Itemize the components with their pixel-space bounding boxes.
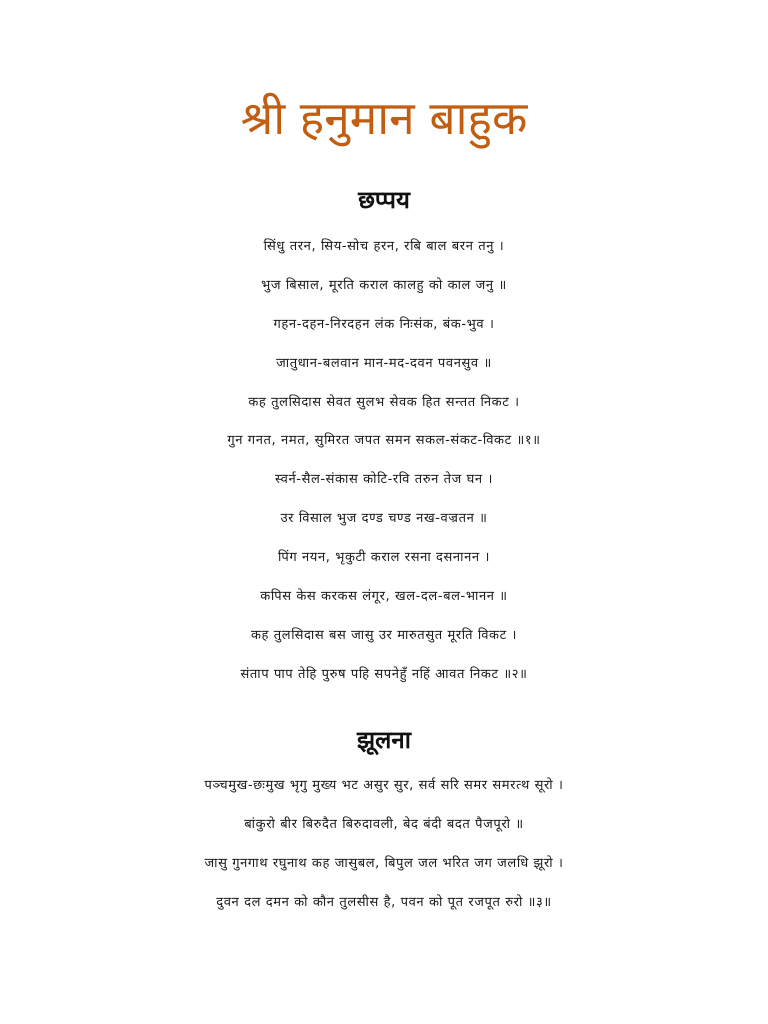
verse-line: जातुधान-बलवान मान-मद-दवन पवनसुव ॥ [276, 355, 492, 371]
verse-line: दुवन दल दमन को कौन तुलसीस है, पवन को पूत रजपूत रुरो ॥३॥ [216, 894, 552, 910]
verse-line: संताप पाप तेहि पुरुष पहि सपनेहुँ नहिं आवत निकट ॥२॥ [240, 666, 528, 682]
verse-line: गुन गनत, नमत, सुमिरत जपत समन सकल-संकट-विकट ॥१॥ [227, 433, 541, 449]
verse-line: कपिस केस करकस लंगूर, खल-दल-बल-भानन ॥ [260, 589, 508, 605]
verse-block-jhoolna [0, 767, 768, 923]
verse-block-chhappay [0, 228, 768, 695]
verse-line: उर विसाल भुज दण्ड चण्ड नख-वज्रतन ॥ [280, 511, 488, 527]
verse-line: कह तुलसिदास सेवत सुलभ सेवक हित सन्तत निकट । [248, 394, 520, 410]
page-title: श्री हनुमान बाहुक [240, 91, 528, 145]
verse-line: बांकुरो बीर बिरुदैत बिरुदावली, बेद बंदी बदत पैजपूरो ॥ [244, 816, 524, 832]
verse-line: गहन-दहन-निरदहन लंक निःसंक, बंक-भुव । [273, 316, 495, 332]
verse-line: पञ्चमुख-छःमुख भृगु मुख्य भट असुर सुर, सर्व सरि समर समरत्थ सूरो । [204, 778, 564, 793]
verse-line: पिंग नयन, भृकुटी कराल रसना दसनानन । [277, 550, 490, 566]
section-heading-jhoolna: झूलना [357, 726, 411, 754]
verse-line: सिंधु तरन, सिय-सोच हरन, रबि बाल बरन तनु । [263, 239, 505, 254]
verse-line: कह तुलसिदास बस जासु उर मारुतसुत मूरति विकट । [250, 627, 518, 643]
verse-line: जासु गुनगाथ रघुनाथ कह जासुबल, बिपुल जल भरित जग जलधि झूरो । [204, 855, 564, 871]
section-heading-chhappay: छप्पय [358, 186, 410, 214]
verse-line: स्वर्न-सैल-संकास कोटि-रवि तरुन तेज घन । [274, 472, 494, 488]
verse-line: भुज बिसाल, मूरति कराल कालहु को काल जनु ॥ [261, 277, 507, 293]
